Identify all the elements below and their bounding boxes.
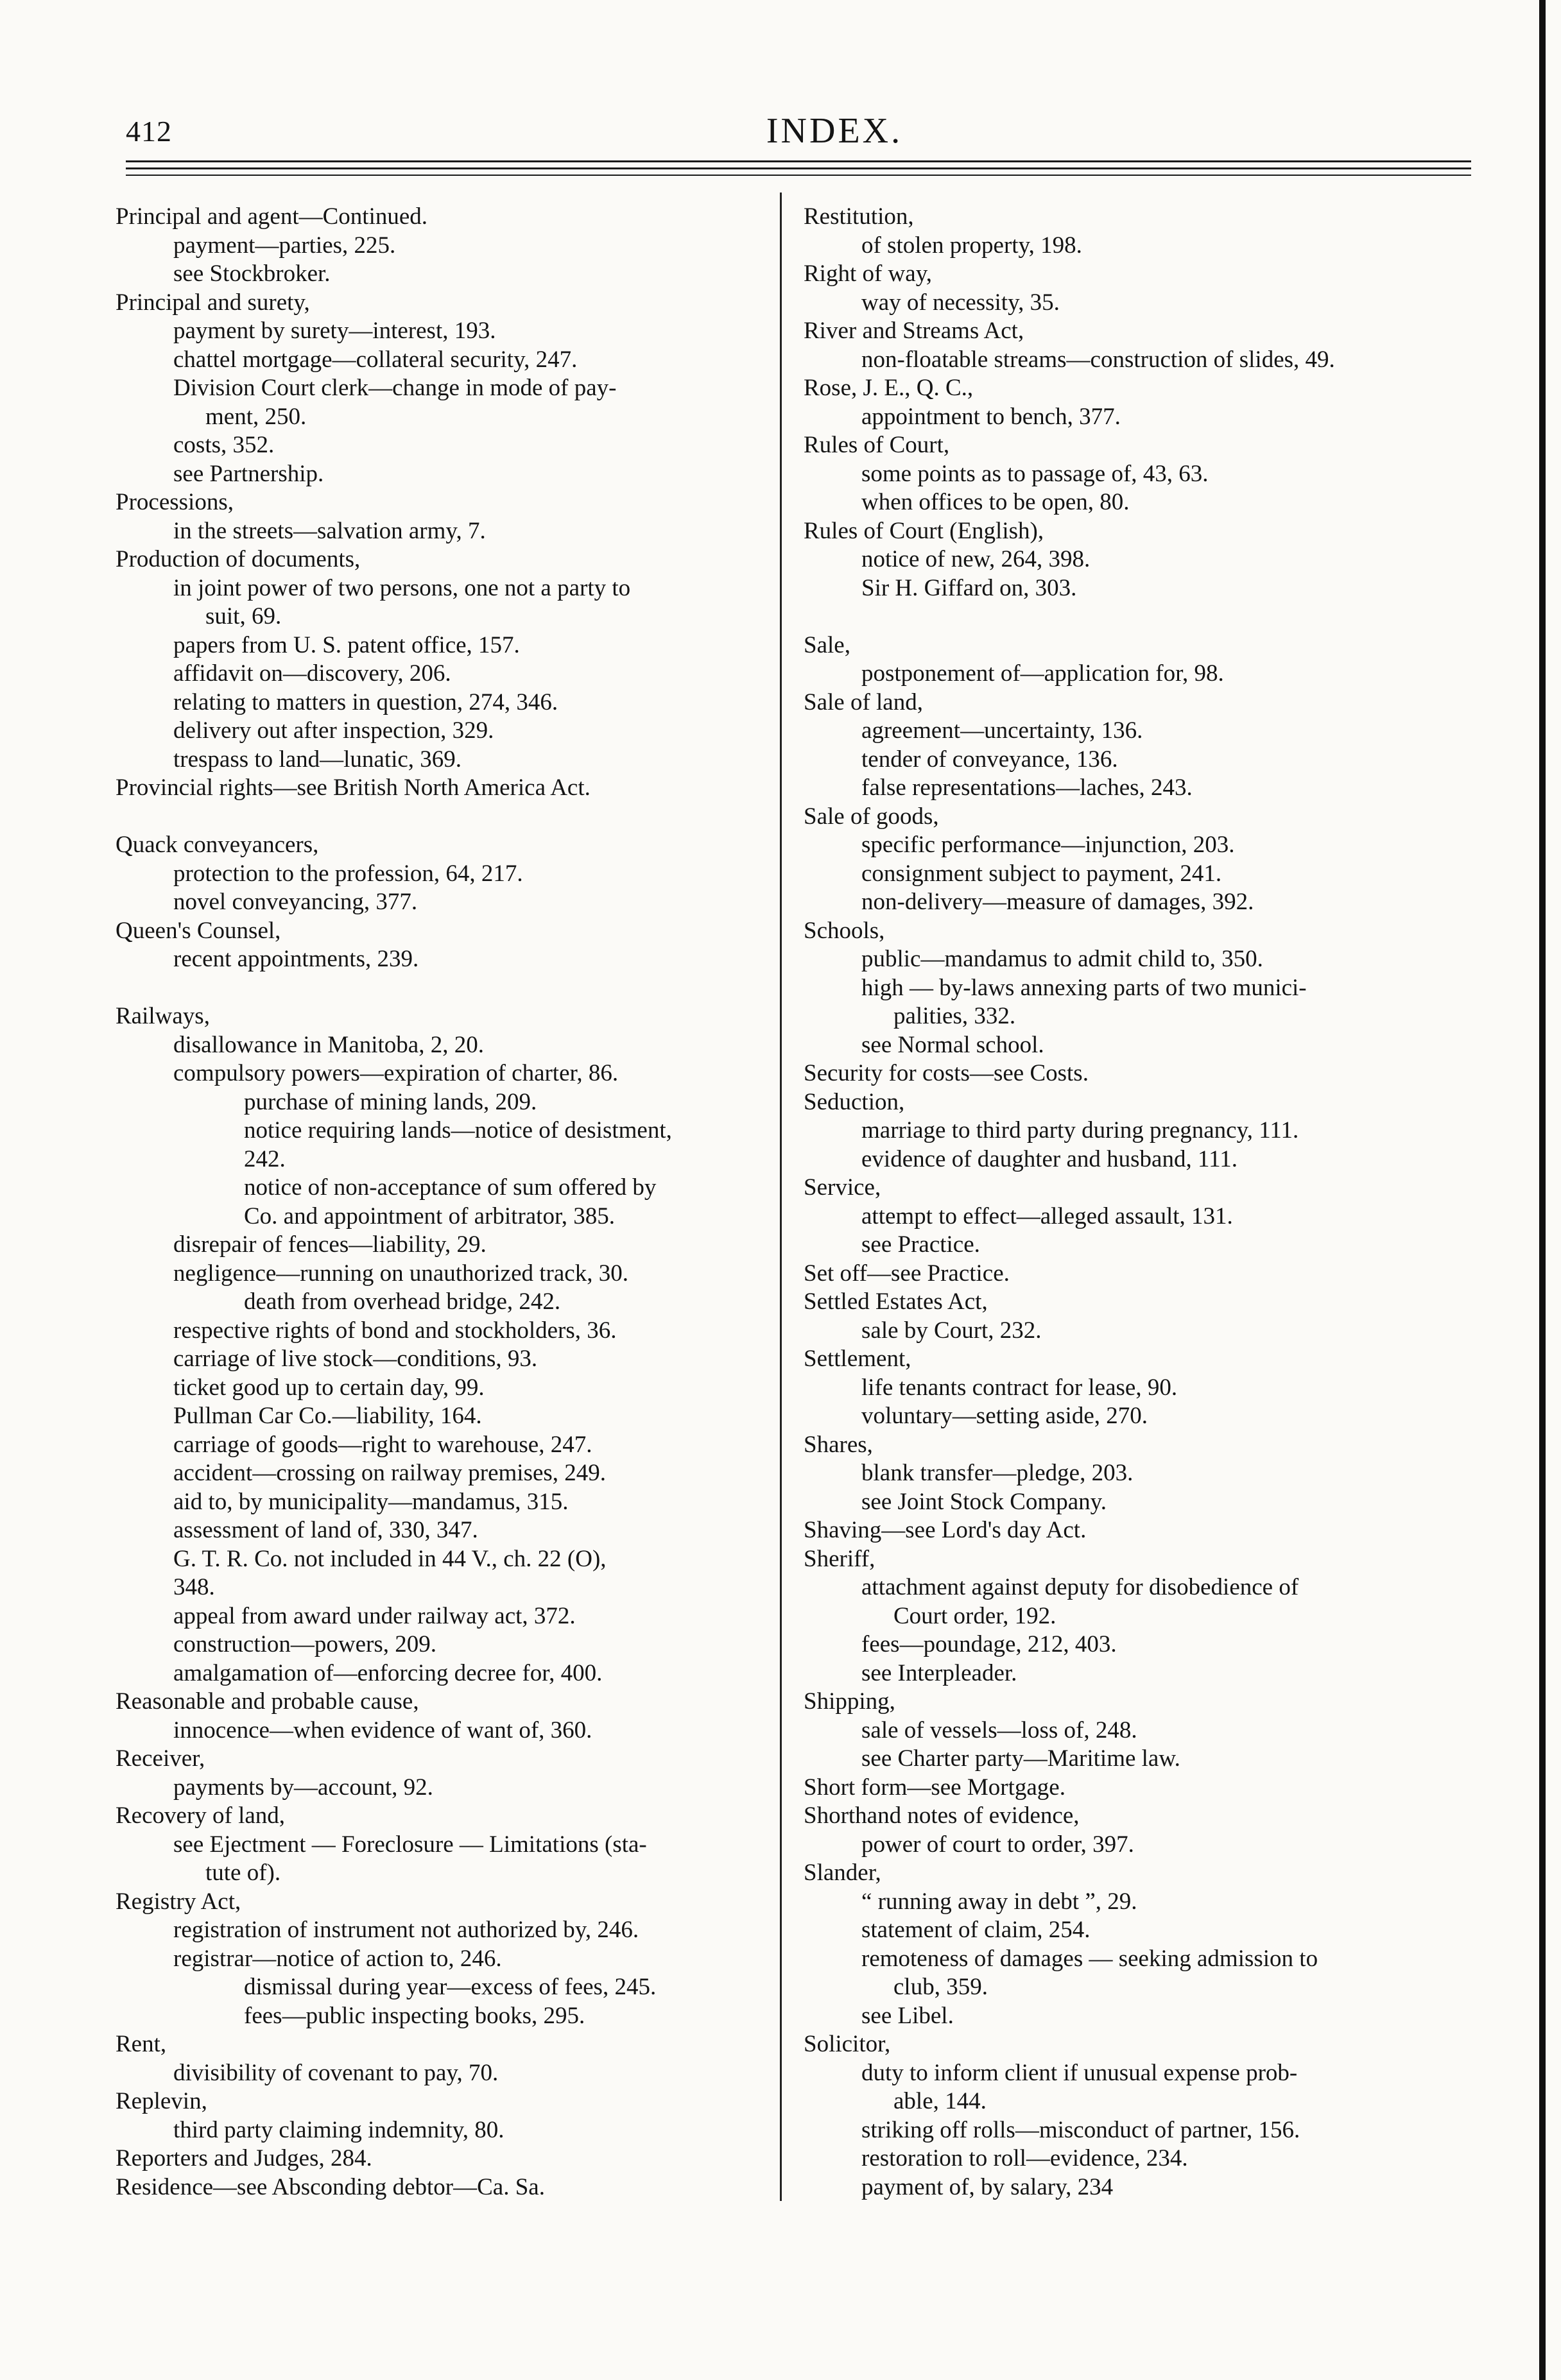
index-heading: Slander, — [804, 1860, 881, 1886]
index-heading: Shorthand notes of evidence, — [804, 1802, 1080, 1829]
index-heading: Receiver, — [116, 1745, 205, 1772]
index-heading: Reporters and Judges, 284. — [116, 2145, 372, 2171]
index-subentry: false representations—laches, 243. — [861, 775, 1193, 801]
index-subentry: ticket good up to certain day, 99. — [173, 1374, 485, 1401]
index-subentry: Pullman Car Co.—liability, 164. — [173, 1403, 482, 1429]
index-heading: Railways, — [116, 1003, 210, 1029]
index-subentry: able, 144. — [893, 2088, 987, 2114]
index-subentry: voluntary—setting aside, 270. — [861, 1403, 1148, 1429]
index-subentry: when offices to be open, 80. — [861, 489, 1130, 515]
index-heading: Rules of Court, — [804, 432, 950, 458]
index-heading: Replevin, — [116, 2088, 207, 2114]
index-subentry: see Libel. — [861, 2002, 954, 2029]
entry-gap — [116, 803, 764, 832]
index-subentry: life tenants contract for lease, 90. — [861, 1374, 1178, 1401]
index-subentry: Sir H. Giffard on, 303. — [861, 574, 1077, 601]
index-subentry: tender of conveyance, 136. — [861, 746, 1118, 773]
index-subentry: attachment against deputy for disobedience of — [861, 1574, 1299, 1600]
index-subentry: accident—crossing on railway premises, 249. — [173, 1460, 607, 1486]
index-heading: Registry Act, — [116, 1888, 241, 1915]
index-subentry: power of court to order, 397. — [861, 1831, 1134, 1858]
index-subentry: consignment subject to payment, 241. — [861, 860, 1222, 887]
left-index-column — [116, 203, 764, 2202]
page-edge — [1539, 0, 1546, 2380]
index-subentry: third party claiming indemnity, 80. — [173, 2116, 505, 2143]
index-subentry: fees—poundage, 212, 403. — [861, 1631, 1117, 1657]
index-subentry: of stolen property, 198. — [861, 232, 1082, 259]
index-heading: Security for costs—see Costs. — [804, 1060, 1089, 1086]
index-subentry: in joint power of two persons, one not a party to — [173, 574, 631, 601]
index-subentry: agreement—uncertainty, 136. — [861, 717, 1143, 744]
index-subentry: in the streets—salvation army, 7. — [173, 517, 486, 544]
index-subentry: 348. — [173, 1574, 215, 1600]
index-subentry: postponement of—application for, 98. — [861, 660, 1224, 687]
index-heading: Queen's Counsel, — [116, 917, 281, 944]
index-subentry: relating to matters in question, 274, 346. — [173, 689, 558, 715]
index-subentry: Division Court clerk—change in mode of pay- — [173, 375, 617, 401]
index-subentry: dismissal during year—excess of fees, 245. — [244, 1974, 657, 2000]
index-subentry: some points as to passage of, 43, 63. — [861, 460, 1209, 487]
index-subentry: payment of, by salary, 234 — [861, 2173, 1114, 2200]
index-heading: Shaving—see Lord's day Act. — [804, 1517, 1087, 1543]
index-subentry: remoteness of damages — seeking admission to — [861, 1945, 1318, 1972]
index-subentry: public—mandamus to admit child to, 350. — [861, 946, 1263, 972]
index-subentry: divisibility of covenant to pay, 70. — [173, 2059, 499, 2086]
index-heading: Settled Estates Act, — [804, 1288, 988, 1315]
index-heading: Rose, J. E., Q. C., — [804, 375, 974, 401]
index-subentry: duty to inform client if unusual expense prob- — [861, 2059, 1298, 2086]
index-subentry: non-floatable streams—construction of slides, 49. — [861, 346, 1335, 373]
index-subentry: evidence of daughter and husband, 111. — [861, 1145, 1238, 1172]
index-subentry: see Stockbroker. — [173, 261, 331, 287]
index-subentry: fees—public inspecting books, 295. — [244, 2002, 585, 2029]
index-subentry: payment by surety—interest, 193. — [173, 318, 496, 344]
index-subentry: death from overhead bridge, 242. — [244, 1288, 561, 1315]
index-heading: Processions, — [116, 489, 234, 515]
index-subentry: notice of new, 264, 398. — [861, 546, 1091, 572]
index-subentry: affidavit on—discovery, 206. — [173, 660, 451, 687]
index-subentry: carriage of live stock—conditions, 93. — [173, 1346, 538, 1372]
index-heading: Principal and agent—Continued. — [116, 203, 428, 230]
index-subentry: blank transfer—pledge, 203. — [861, 1460, 1134, 1486]
index-subentry: aid to, by municipality—mandamus, 315. — [173, 1488, 569, 1515]
index-subentry: trespass to land—lunatic, 369. — [173, 746, 462, 773]
index-heading: Right of way, — [804, 261, 933, 287]
index-subentry: carriage of goods—right to warehouse, 247. — [173, 1431, 592, 1458]
index-subentry: disallowance in Manitoba, 2, 20. — [173, 1031, 484, 1058]
index-heading: Service, — [804, 1174, 881, 1201]
index-heading: Production of documents, — [116, 546, 361, 572]
index-subentry: non-delivery—measure of damages, 392. — [861, 889, 1254, 915]
index-heading: Sale of goods, — [804, 803, 939, 830]
index-heading: Solicitor, — [804, 2031, 891, 2057]
index-subentry: tute of). — [205, 1860, 281, 1886]
index-subentry: construction—powers, 209. — [173, 1631, 437, 1657]
index-subentry: marriage to third party during pregnancy, 111. — [861, 1117, 1299, 1143]
index-heading: Recovery of land, — [116, 1802, 286, 1829]
index-subentry: recent appointments, 239. — [173, 946, 419, 972]
index-subentry: see Practice. — [861, 1231, 980, 1258]
index-heading: Shipping, — [804, 1688, 895, 1715]
index-subentry: see Charter party—Maritime law. — [861, 1745, 1180, 1772]
index-subentry: Court order, 192. — [893, 1602, 1056, 1629]
index-subentry: purchase of mining lands, 209. — [244, 1088, 537, 1115]
header-rule — [126, 167, 1471, 169]
index-subentry: respective rights of bond and stockholders, 36. — [173, 1317, 617, 1344]
index-heading: Reasonable and probable cause, — [116, 1688, 419, 1715]
index-subentry: 242. — [244, 1145, 286, 1172]
index-heading: Principal and surety, — [116, 289, 310, 316]
index-subentry: costs, 352. — [173, 432, 275, 458]
index-subentry: notice requiring lands—notice of desistment, — [244, 1117, 672, 1143]
index-subentry: chattel mortgage—collateral security, 247. — [173, 346, 578, 373]
index-subentry: club, 359. — [893, 1974, 988, 2000]
index-subentry: see Normal school. — [861, 1031, 1044, 1058]
index-subentry: striking off rolls—misconduct of partner, 156. — [861, 2116, 1300, 2143]
index-heading: Sale, — [804, 631, 850, 658]
index-subentry: protection to the profession, 64, 217. — [173, 860, 523, 887]
index-subentry: registrar—notice of action to, 246. — [173, 1945, 502, 1972]
entry-gap — [804, 603, 1497, 631]
index-subentry: disrepair of fences—liability, 29. — [173, 1231, 487, 1258]
index-heading: River and Streams Act, — [804, 318, 1024, 344]
index-heading: Restitution, — [804, 203, 914, 230]
index-subentry: sale of vessels—loss of, 248. — [861, 1717, 1137, 1743]
index-subentry: ment, 250. — [205, 403, 307, 430]
index-subentry: suit, 69. — [205, 603, 282, 629]
page-title: INDEX. — [766, 111, 903, 151]
index-subentry: payment—parties, 225. — [173, 232, 396, 259]
index-heading: Residence—see Absconding debtor—Ca. Sa. — [116, 2173, 545, 2200]
index-subentry: notice of non-acceptance of sum offered by — [244, 1174, 657, 1201]
index-heading: Seduction, — [804, 1088, 905, 1115]
index-subentry: see Joint Stock Company. — [861, 1488, 1107, 1515]
header-rule — [126, 175, 1471, 176]
index-heading: Sale of land, — [804, 689, 923, 715]
header-rule — [126, 160, 1471, 162]
index-subentry: papers from U. S. patent office, 157. — [173, 631, 520, 658]
index-subentry: attempt to effect—alleged assault, 131. — [861, 1203, 1233, 1229]
column-divider — [780, 193, 782, 2201]
index-subentry: see Ejectment — Foreclosure — Limitations (sta- — [173, 1831, 647, 1858]
entry-gap — [116, 974, 764, 1003]
index-subentry: appointment to bench, 377. — [861, 403, 1121, 430]
index-subentry: negligence—running on unauthorized track, 30. — [173, 1260, 628, 1287]
page-number: 412 — [126, 115, 172, 148]
index-subentry: see Interpleader. — [861, 1659, 1017, 1686]
index-subentry: payments by—account, 92. — [173, 1774, 433, 1801]
right-index-column — [804, 203, 1497, 2202]
index-heading: Schools, — [804, 917, 885, 944]
index-subentry: innocence—when evidence of want of, 360. — [173, 1717, 592, 1743]
index-subentry: palities, 332. — [893, 1003, 1016, 1029]
index-subentry: compulsory powers—expiration of charter, 86. — [173, 1060, 619, 1086]
index-subentry: statement of claim, 254. — [861, 1917, 1091, 1943]
index-subentry: registration of instrument not authorized by, 246. — [173, 1917, 639, 1943]
index-subentry: way of necessity, 35. — [861, 289, 1060, 316]
index-subentry: high — by-laws annexing parts of two munici- — [861, 974, 1307, 1001]
index-subentry: appeal from award under railway act, 372. — [173, 1602, 576, 1629]
index-heading: Quack conveyancers, — [116, 832, 319, 858]
index-heading: Set off—see Practice. — [804, 1260, 1010, 1287]
index-subentry: “ running away in debt ”, 29. — [861, 1888, 1137, 1915]
index-subentry: restoration to roll—evidence, 234. — [861, 2145, 1188, 2171]
index-subentry: see Partnership. — [173, 460, 324, 487]
index-subentry: novel conveyancing, 377. — [173, 889, 418, 915]
index-heading: Sheriff, — [804, 1545, 875, 1572]
index-heading: Rules of Court (English), — [804, 517, 1044, 544]
index-subentry: sale by Court, 232. — [861, 1317, 1042, 1344]
index-heading: Settlement, — [804, 1346, 911, 1372]
index-subentry: amalgamation of—enforcing decree for, 400. — [173, 1659, 603, 1686]
index-subentry: delivery out after inspection, 329. — [173, 717, 494, 744]
index-heading: Short form—see Mortgage. — [804, 1774, 1065, 1801]
index-subentry: specific performance—injunction, 203. — [861, 832, 1235, 858]
index-subentry: assessment of land of, 330, 347. — [173, 1517, 478, 1543]
index-heading: Rent, — [116, 2031, 167, 2057]
index-subentry: G. T. R. Co. not included in 44 V., ch. 22 (O), — [173, 1545, 607, 1572]
index-heading: Provincial rights—see British North America Act. — [116, 775, 591, 801]
index-subentry: Co. and appointment of arbitrator, 385. — [244, 1203, 616, 1229]
index-heading: Shares, — [804, 1431, 873, 1458]
